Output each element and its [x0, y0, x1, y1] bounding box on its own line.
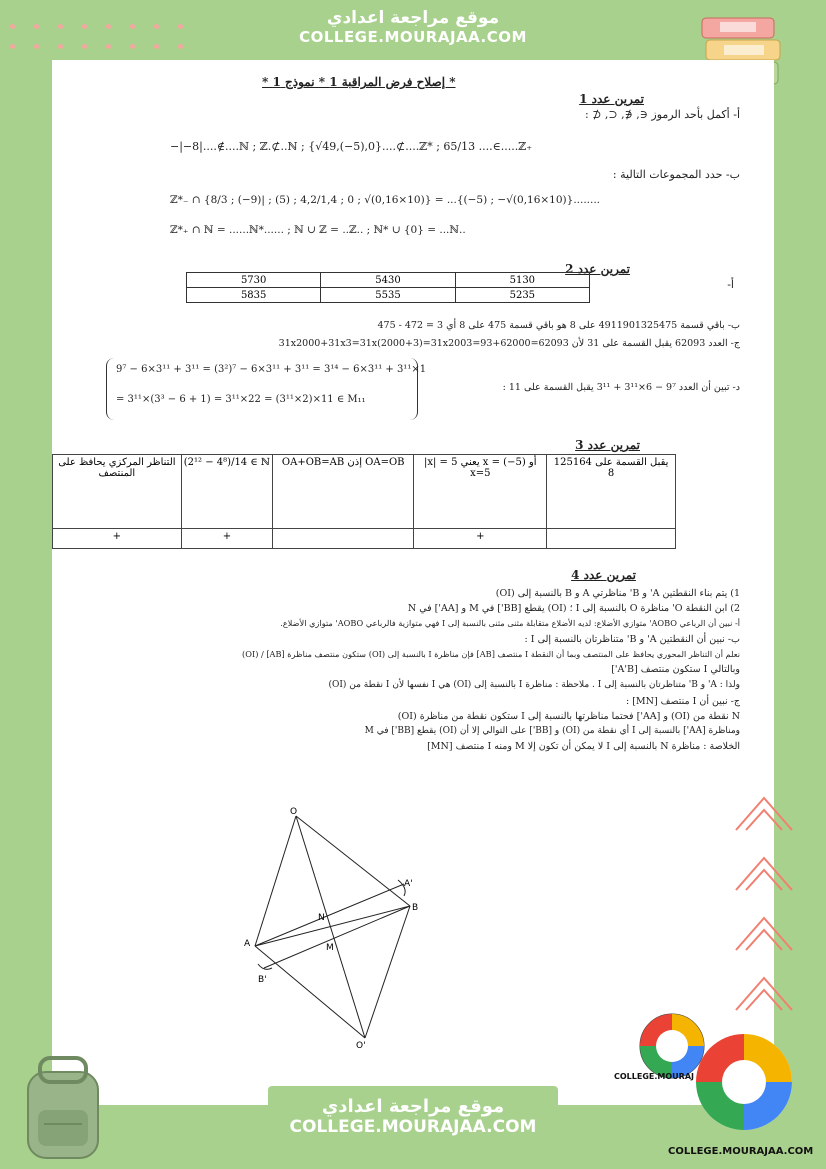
point-label-o-prime: O'	[356, 1041, 366, 1050]
table-cell: (2¹² − 4⁸)/14 ∈ ℕ	[181, 455, 272, 529]
bottom-banner-arabic: موقع مراجعة اعدادي	[321, 1096, 505, 1117]
chevron-decoration-icon	[730, 790, 800, 1040]
table-cell: OA+OB=AB إذن OA=OB	[273, 455, 414, 529]
bottom-banner	[268, 1086, 558, 1158]
ex1-part-b: ب- حدد المجموعات التالية :	[612, 168, 740, 181]
ex4-line: أ- نبين أن الرباعي AOBO' متوازي الأضلاع: لديه الأضلاع متقابلة مثنى مثنى بالنسبة إلى I فهي متوازية فالرباعي AOBO' متوازي الأضلاع.	[280, 618, 740, 628]
site-logo-icon	[694, 1022, 794, 1142]
backpack-icon	[14, 1052, 114, 1162]
ex4-line: ولذا : A' و B' متناظرتان بالنسبة إلى I . ملاحظة : مناظرة I بالنسبة إلى (OI) هي I نفسها لأن I نقطة من (OI)	[328, 680, 740, 690]
point-label-m: M	[326, 943, 334, 953]
big-logo-text: COLLEGE.MOURAJAA.COM	[668, 1146, 814, 1157]
small-logo-text: COLLEGE.MOURAJ	[614, 1072, 694, 1081]
table-cell: 5430	[321, 273, 455, 288]
ex1-b-math1: ℤ*₋ ∩ {8/3 ; (−9)| ; (5) ; 4,2/1,4 ; 0 ; √(0,16×10)} = ...{(−5) ; −√(0,16×10)}........	[170, 194, 601, 206]
ex2-part-b: ب- باقي قسمة 4911901325475 على 8 هو باقي قسمة 475 على 8 أي 3 = 472 - 475	[377, 320, 740, 331]
table-row	[53, 529, 676, 549]
table-cell	[273, 529, 414, 549]
ex2-table	[186, 272, 590, 303]
ex3-table	[52, 454, 676, 549]
table-cell: 5235	[455, 288, 589, 303]
table-cell: 5835	[187, 288, 321, 303]
ex1-b-math2: ℤ*₊ ∩ ℕ = ......ℕ*...... ; ℕ ∪ ℤ = ..ℤ.. ; ℕ* ∪ {0} = ...ℕ..	[170, 224, 466, 236]
ex1-part-a: أ- أكمل بأحد الرموز ∈, ∉, ⊂, ⊄ :	[585, 108, 740, 121]
point-label-a-prime: A'	[404, 879, 413, 889]
top-banner-arabic: موقع مراجعة اعدادي	[326, 8, 500, 28]
table-cell: 5535	[321, 288, 455, 303]
ex2-part-a-label: أ-	[727, 278, 734, 291]
bottom-banner-latin: COLLEGE.MOURAJAA.COM	[289, 1117, 537, 1137]
point-label-b-prime: B'	[258, 975, 267, 985]
ex2-d-math2: = 3¹¹×(3³ − 6 + 1) = 3¹¹×22 = (3¹¹×2)×11 ∈ M₁₁	[116, 394, 366, 405]
ex2-d-math1: 9⁷ − 6×3¹¹ + 3¹¹ = (3²)⁷ − 6×3¹¹ + 3¹¹ = 3¹⁴ − 6×3¹¹ + 3¹¹×1	[116, 364, 427, 375]
ex4-line: N نقطة من (OI) و [AA'] فحتما مناظرتها بالنسبة إلى I ستكون نقطة من مناظرة (OI)	[397, 711, 740, 722]
ex4-line: وبالتالي I ستكون منتصف [A'B']	[611, 664, 740, 675]
table-cell: +	[181, 529, 272, 549]
ex4-conclusion: الخلاصة : مناظرة N بالنسبة إلى I لا يمكن أن تكون إلا M ومنه I منتصف [MN]	[427, 741, 740, 752]
table-cell: 5130	[455, 273, 589, 288]
geometry-figure	[240, 800, 430, 1050]
top-banner	[268, 0, 558, 58]
ex4-header: تمرين عدد 4	[571, 568, 636, 582]
ex4-line: ج- نبين أن I منتصف [MN] :	[625, 696, 740, 707]
ex3-header: تمرين عدد 3	[575, 438, 640, 452]
ex4-line: ومناظرة [AA'] بالنسبة إلى I أي نقطة من (OI) و [BB'] على التوالي إلا أن (OI) يقطع [BB'] في M	[364, 726, 740, 736]
ex4-line: ب- نبين أن النقطتين A' و B' متناظرتان بالنسبة إلى I :	[524, 634, 740, 645]
ex4-line: نعلم أن التناظر المحوري يحافظ على المنتصف وبما أن النقطة I منتصف [AB] فإن مناظرة I بالنسبة إلى (OI) ستكون منتصف مناظرة [AB] / (OI)	[242, 649, 740, 659]
table-cell: التناظر المركزي يحافظ على المنتصف	[53, 455, 182, 529]
table-row	[53, 455, 676, 529]
table-cell: 125164 يقبل القسمة على 8	[547, 455, 676, 529]
ex2-part-d: د- تبين أن العدد 9⁷ − 6×3¹¹ + 3¹¹ يقبل القسمة على 11 :	[502, 382, 740, 393]
ex4-line: 1) يتم بناء النقطتين A' و B' مناظرتي A و B بالنسبة إلى (OI)	[495, 588, 740, 599]
ex2-part-c: ج- العدد 62093 يقبل القسمة على 31 لأن 62093=62000+93=31x2000+31x3=31x(2000+3)=31x2003	[278, 338, 740, 349]
ex1-header: تمرين عدد 1	[579, 92, 644, 106]
ex1-a-math: −|−8|....∉....ℕ ; ℤ.⊄..ℕ ; {√49,(−5),0}....⊄....ℤ* ; 65/13 ....∈.....ℤ₊	[170, 140, 533, 153]
point-label-o: O	[290, 807, 298, 817]
table-cell: +	[414, 529, 547, 549]
table-row	[187, 273, 590, 288]
point-label-a: A	[244, 939, 251, 949]
decorative-dots	[10, 24, 210, 54]
page-title: * إصلاح فرض المراقبة 1 * نموذج 1 *	[262, 75, 456, 89]
top-banner-latin: COLLEGE.MOURAJAA.COM	[299, 28, 527, 46]
table-cell: 5730	[187, 273, 321, 288]
point-label-n: N	[318, 913, 325, 923]
table-cell: |x| = 5 يعني x = (−5) أو x=5	[414, 455, 547, 529]
point-label-b: B	[412, 903, 419, 913]
table-row	[187, 288, 590, 303]
table-cell: +	[53, 529, 182, 549]
ex2-header: تمرين عدد 2	[565, 262, 630, 276]
ex4-line: 2) ابن النقطة O' مناظرة O بالنسبة إلى I ؛ (OI) يقطع [BB'] في M و [AA'] في N	[407, 603, 740, 614]
table-cell	[547, 529, 676, 549]
